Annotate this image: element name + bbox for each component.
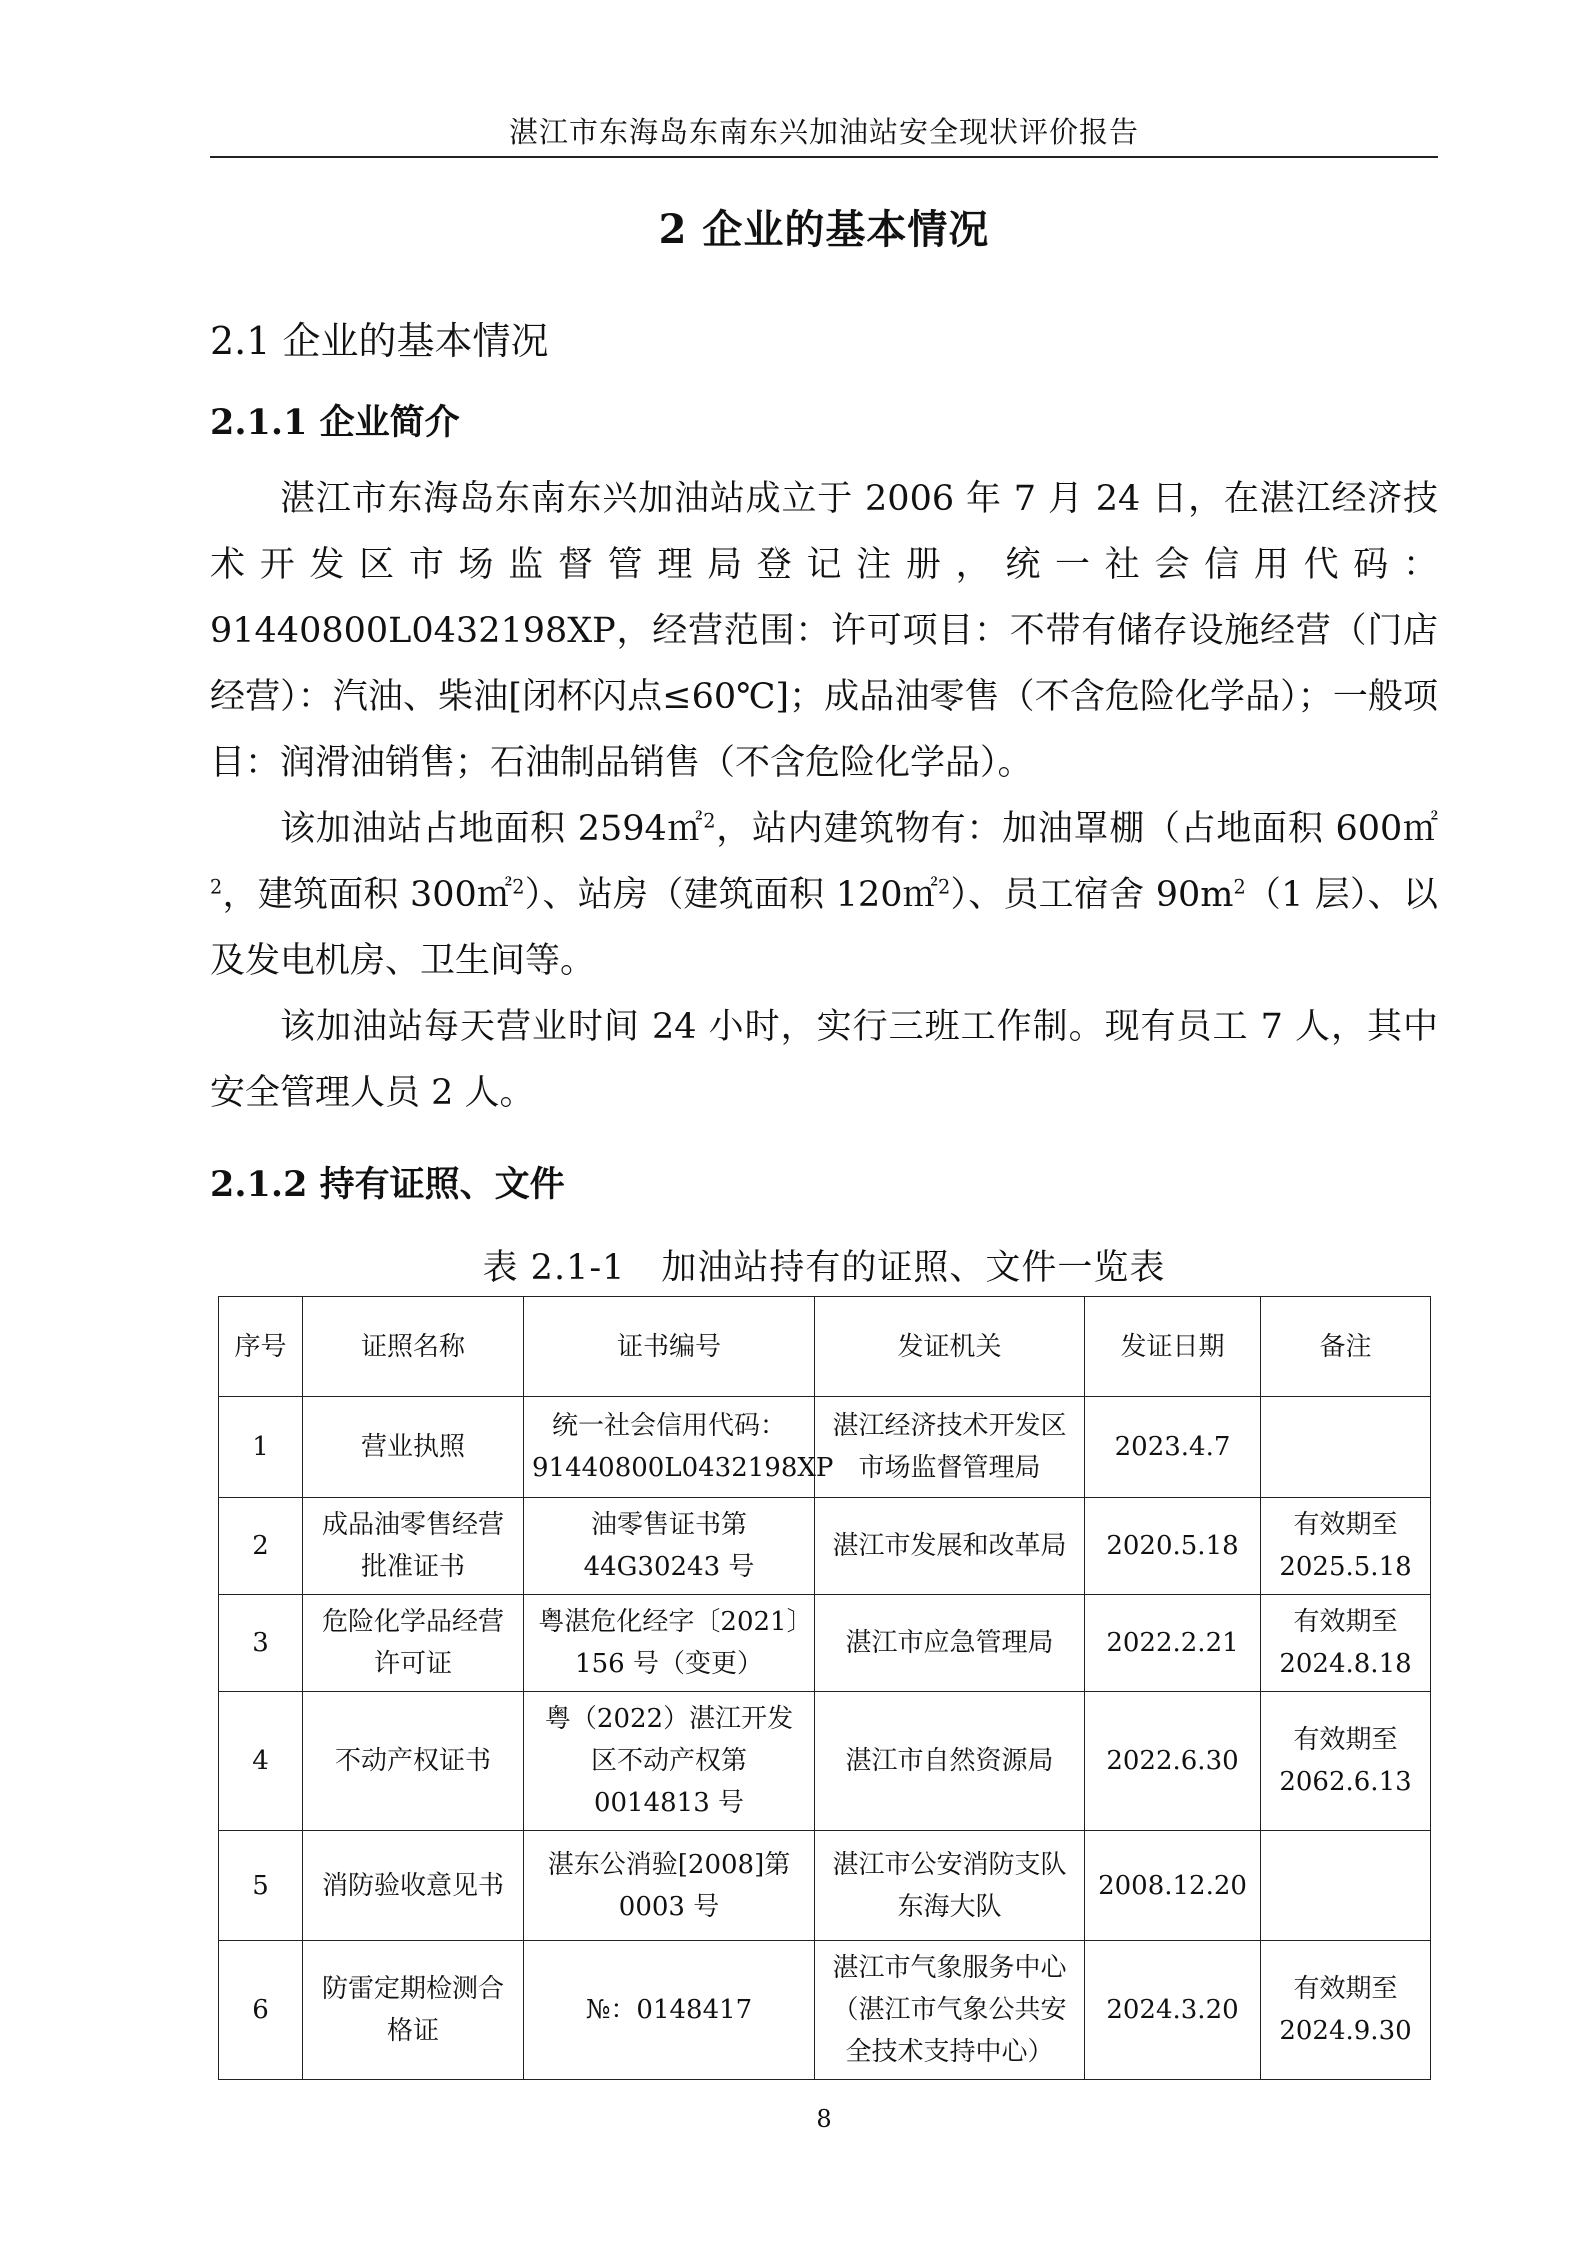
cell-index: 3 — [219, 1595, 303, 1692]
cell-date: 2020.5.18 — [1085, 1498, 1261, 1595]
text-run: ，建筑面积 300㎡ — [222, 875, 513, 915]
column-header-index: 序号 — [219, 1297, 303, 1397]
table-row — [219, 1595, 1431, 1692]
paragraph-text — [210, 796, 1438, 994]
page-number: 8 — [816, 2105, 832, 2133]
cell-remarks: 有效期至 2025.5.18 — [1261, 1498, 1431, 1595]
cell-name: 不动产权证书 — [303, 1692, 524, 1831]
intro-paragraph-1 — [210, 466, 1438, 796]
cell-date: 2022.6.30 — [1085, 1692, 1261, 1831]
paragraph-text: 该加油站每天营业时间 24 小时，实行三班工作制。现有员工 7 人，其中安全管理人员 2 人。 — [210, 1007, 1438, 1113]
text-run: ）、站房（建筑面积 120㎡ — [524, 875, 938, 915]
cell-number: 粤（2022）湛江开发区不动产权第 0014813 号 — [524, 1692, 815, 1831]
column-header-issuer: 发证机关 — [815, 1297, 1085, 1397]
cell-name: 营业执照 — [303, 1397, 524, 1498]
cell-name: 消防验收意见书 — [303, 1831, 524, 1941]
cell-index: 5 — [219, 1831, 303, 1941]
table-row — [219, 1397, 1431, 1498]
cell-remarks — [1261, 1831, 1431, 1941]
cell-date: 2024.3.20 — [1085, 1941, 1261, 2080]
cell-index: 2 — [219, 1498, 303, 1595]
superscript: 2 — [937, 875, 951, 899]
cell-issuer: 湛江市公安消防支队东海大队 — [815, 1831, 1085, 1941]
paragraph-text: 湛江市东海岛东南东兴加油站成立于 2006 年 7 月 24 日，在湛江经济技术开发区市场监督管理局登记注册，统一社会信用代码：91440800L0432198XP，经营范围：许可项目：不带有储存设施经营（门店经营）：汽油、柴油[闭杯闪点≤60℃]；成品油零售（不含危险化学品）；一般项目：润滑油销售；石油制品销售（不含危险化学品）。 — [210, 479, 1438, 783]
cell-index: 1 — [219, 1397, 303, 1498]
chapter-title: 2 企业的基本情况 — [658, 206, 990, 253]
cell-number: №：0148417 — [524, 1941, 815, 2080]
text-run: ，站内建筑物有：加油罩棚（占地面积 600㎡ — [715, 809, 1439, 849]
superscript: 2 — [210, 875, 223, 899]
cell-number: 油零售证书第 44G30243 号 — [524, 1498, 815, 1595]
cell-number: 湛东公消验[2008]第 0003 号 — [524, 1831, 815, 1941]
table-row — [219, 1692, 1431, 1831]
cell-name: 成品油零售经营批准证书 — [303, 1498, 524, 1595]
table-row — [219, 1831, 1431, 1941]
table-header-row — [219, 1297, 1431, 1397]
table-row — [219, 1498, 1431, 1595]
superscript: 2 — [1233, 875, 1246, 899]
cell-issuer: 湛江市发展和改革局 — [815, 1498, 1085, 1595]
table-row — [219, 1941, 1431, 2080]
cell-date: 2023.4.7 — [1085, 1397, 1261, 1498]
text-run: （1 层）、以及发电机房、卫生间等。 — [210, 875, 1438, 981]
cell-index: 6 — [219, 1941, 303, 2080]
superscript: 2 — [512, 875, 525, 899]
header-rule — [210, 156, 1438, 158]
section-title: 2.1 企业的基本情况 — [210, 319, 549, 363]
cell-number: 粤湛危化经字〔2021〕156 号（变更） — [524, 1595, 815, 1692]
cell-number: 统一社会信用代码：91440800L0432198XP — [524, 1397, 815, 1498]
cell-index: 4 — [219, 1692, 303, 1831]
cell-remarks: 有效期至 2024.9.30 — [1261, 1941, 1431, 2080]
intro-paragraph-2 — [210, 796, 1438, 994]
subsection-title-intro: 2.1.1 企业简介 — [210, 402, 460, 443]
cell-remarks — [1261, 1397, 1431, 1498]
cell-remarks: 有效期至 2062.6.13 — [1261, 1692, 1431, 1831]
superscript: 2 — [703, 809, 716, 833]
cell-issuer: 湛江市应急管理局 — [815, 1595, 1085, 1692]
cell-name: 危险化学品经营许可证 — [303, 1595, 524, 1692]
column-header-number: 证书编号 — [524, 1297, 815, 1397]
running-header: 湛江市东海岛东南东兴加油站安全现状评价报告 — [508, 115, 1139, 149]
cell-date: 2008.12.20 — [1085, 1831, 1261, 1941]
cell-remarks: 有效期至 2024.8.18 — [1261, 1595, 1431, 1692]
cell-issuer: 湛江市自然资源局 — [815, 1692, 1085, 1831]
certificates-table — [218, 1296, 1431, 2080]
text-run: ）、员工宿舍 90m — [950, 875, 1234, 915]
text-run: 该加油站占地面积 2594㎡ — [280, 809, 704, 849]
subsection-title-certificates: 2.1.2 持有证照、文件 — [210, 1164, 565, 1205]
intro-paragraph-3 — [210, 994, 1438, 1126]
cell-issuer: 湛江经济技术开发区市场监督管理局 — [815, 1397, 1085, 1498]
cell-date: 2022.2.21 — [1085, 1595, 1261, 1692]
column-header-remarks: 备注 — [1261, 1297, 1431, 1397]
cell-issuer: 湛江市气象服务中心（湛江市气象公共安全技术支持中心） — [815, 1941, 1085, 2080]
cell-name: 防雷定期检测合格证 — [303, 1941, 524, 2080]
column-header-name: 证照名称 — [303, 1297, 524, 1397]
table-caption: 表 2.1-1 加油站持有的证照、文件一览表 — [482, 1248, 1166, 1288]
column-header-date: 发证日期 — [1085, 1297, 1261, 1397]
